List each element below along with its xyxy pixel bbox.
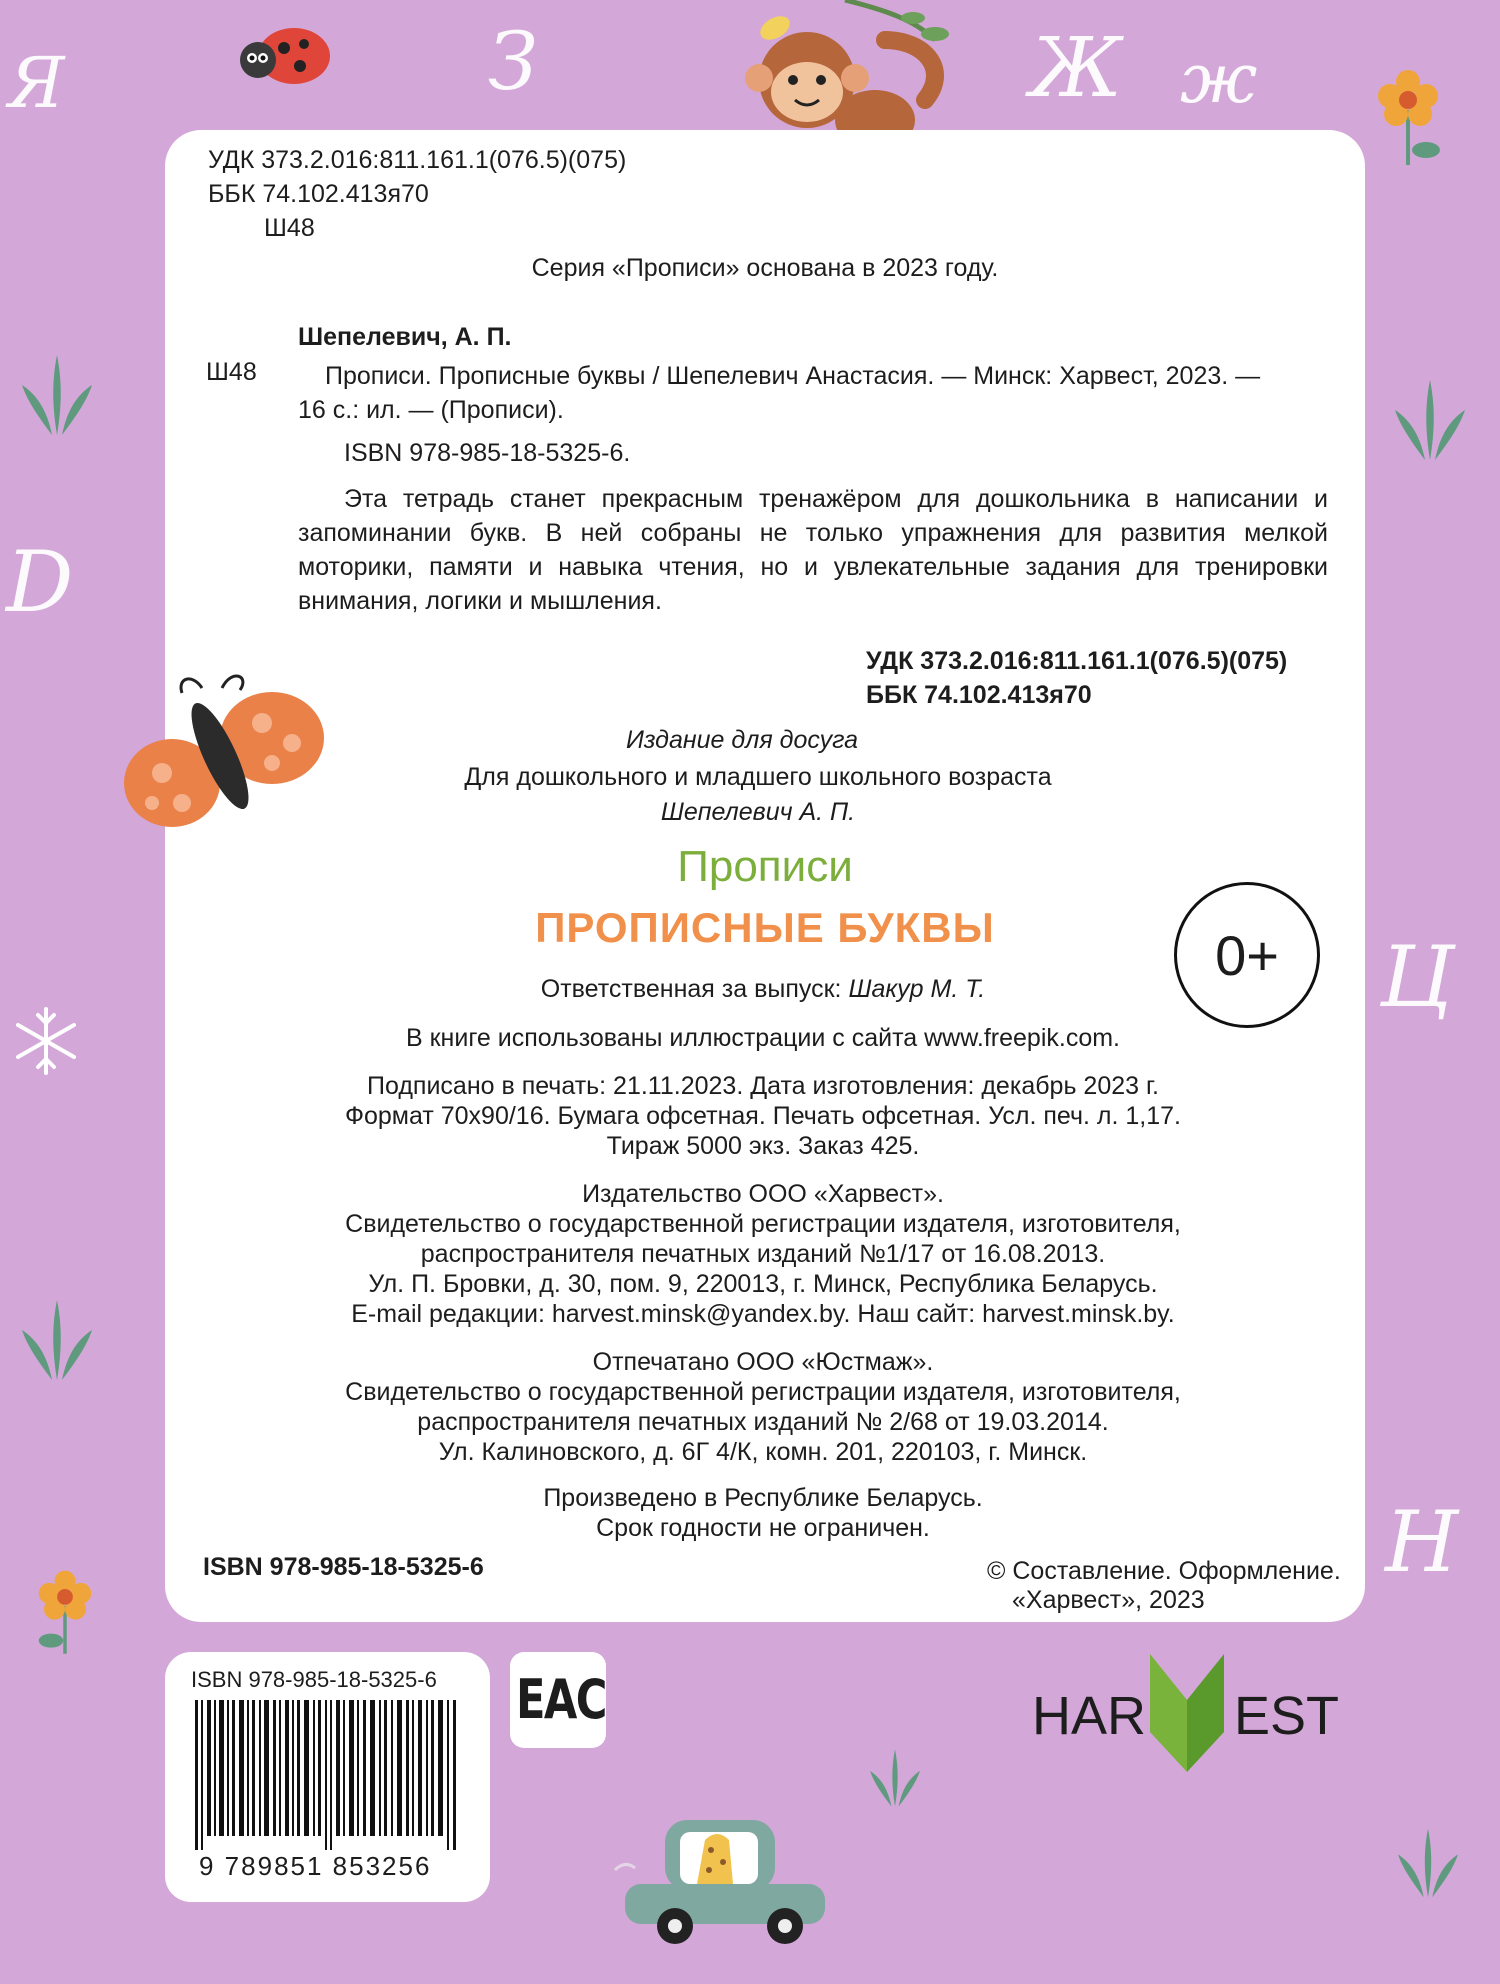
flower-icon — [1368, 60, 1448, 170]
origin-line: Произведено в Республике Беларусь. — [543, 1484, 983, 1512]
title-main: ПРОПИСНЫЕ БУКВЫ — [535, 904, 995, 951]
isbn-entry: ISBN 978-985-18-5325-6. — [344, 439, 631, 467]
publisher-line: E-mail редакции: harvest.minsk@yandex.by. Наш сайт: harvest.minsk.by. — [351, 1300, 1175, 1328]
isbn-bottom: ISBN 978-985-18-5325-6 — [203, 1553, 484, 1581]
publisher-line: Свидетельство о государственной регистрации издателя, изготовителя, — [345, 1210, 1181, 1238]
age-group: Для дошкольного и младшего школьного возраста — [464, 763, 1052, 791]
logo-text-left: HAR — [1032, 1686, 1147, 1746]
decorative-letter-zh-lower: ж — [1180, 40, 1258, 119]
decorative-letter-z: З — [488, 15, 538, 108]
print-info-line: Формат 70х90/16. Бумага офсетная. Печать офсетная. Усл. печ. л. 1,17. — [344, 1102, 1181, 1130]
author-code-top: Ш48 — [264, 214, 315, 242]
ladybug-icon — [232, 18, 332, 90]
age-rating-badge — [1174, 882, 1320, 1028]
illustrations-note: В книге использованы иллюстрации с сайта www.freepik.com. — [406, 1024, 1120, 1052]
udk-code-right: УДК 373.2.016:811.161.1(076.5)(075) — [866, 647, 1288, 675]
barcode-icon — [195, 1700, 465, 1850]
print-info-line: Подписано в печать: 21.11.2023. Дата изготовления: декабрь 2023 г. — [367, 1072, 1159, 1100]
decorative-letter-ya: Я — [8, 42, 65, 124]
author-small: Шепелевич А. П. — [660, 798, 856, 826]
barcode-box — [165, 1652, 490, 1902]
copyright-line: © Составление. Оформление. — [987, 1557, 1341, 1585]
publisher-line: Издательство ООО «Харвест». — [582, 1180, 944, 1208]
title-series: Прописи — [677, 842, 853, 891]
decorative-letter-ts: Ц — [1380, 928, 1454, 1026]
eac-text: EAC — [516, 1668, 606, 1731]
barcode-digits: 9 789851 853256 — [199, 1851, 432, 1881]
age-rating-text: 0+ — [1215, 923, 1279, 987]
bibliographic-line-2: 16 с.: ил. — (Прописи). — [298, 396, 564, 424]
printer-line: Отпечатано ООО «Юстмаж». — [592, 1348, 934, 1376]
decorative-letter-n: Н — [1385, 1493, 1459, 1591]
publisher-line: Ул. П. Бровки, д. 30, пом. 9, 220013, г. Минск, Республика Беларусь. — [368, 1270, 1158, 1298]
print-info-line: Тираж 5000 экз. Заказ 425. — [606, 1132, 920, 1160]
decorative-letter-zh-upper: Ж — [1030, 21, 1123, 116]
grass-icon — [870, 1748, 920, 1808]
book-icon — [1142, 1652, 1232, 1772]
logo-text-right: EST — [1234, 1686, 1340, 1746]
origin-line: Срок годности не ограничен. — [596, 1514, 930, 1542]
description-paragraph: Эта тетрадь станет прекрасным тренажёром для дошкольника в написании и запоминании букв. В ней собраны не только упражнения для развития мелкой моторики, памяти и навыка чтения, но и увлекательные задания для тренировки внимания, логики и мышления. — [298, 485, 1328, 615]
harvest-logo — [1030, 1652, 1360, 1782]
flower-icon — [30, 1560, 100, 1660]
grass-icon — [1395, 380, 1465, 460]
copyright-line: «Харвест», 2023 — [1012, 1586, 1205, 1614]
bbk-code-top: ББК 74.102.413я70 — [208, 180, 429, 208]
printer-line: распространителя печатных изданий № 2/68 от 19.03.2014. — [417, 1408, 1109, 1436]
responsible-label: Ответственная за выпуск: — [540, 975, 842, 1003]
decorative-letter-d: D — [6, 533, 74, 631]
publisher-line: распространителя печатных изданий №1/17 от 16.08.2013. — [420, 1240, 1106, 1268]
grass-icon — [1398, 1828, 1458, 1898]
printer-line: Ул. Калиновского, д. 6Г 4/К, комн. 201, 220103, г. Минск. — [438, 1438, 1088, 1466]
bbk-code-right: ББК 74.102.413я70 — [866, 681, 1092, 709]
car-icon — [605, 1800, 835, 1950]
author-heading: Шепелевич, А. П. — [298, 323, 512, 351]
printer-line: Свидетельство о государственной регистрации издателя, изготовителя, — [345, 1378, 1181, 1406]
udk-code-top: УДК 373.2.016:811.161.1(076.5)(075) — [208, 146, 627, 174]
series-note: Серия «Прописи» основана в 2023 году. — [531, 254, 999, 282]
eac-mark — [510, 1652, 606, 1748]
barcode-isbn: ISBN 978-985-18-5325-6 — [191, 1667, 437, 1692]
responsible-name: Шакур М. Т. — [848, 975, 986, 1003]
author-code-left: Ш48 — [206, 358, 257, 386]
edition-type: Издание для досуга — [625, 726, 859, 754]
bibliographic-line-1: Прописи. Прописные буквы / Шепелевич Анастасия. — Минск: Харвест, 2023. — — [325, 362, 1261, 390]
grass-icon — [22, 355, 92, 435]
responsible-line — [0, 973, 1500, 1005]
